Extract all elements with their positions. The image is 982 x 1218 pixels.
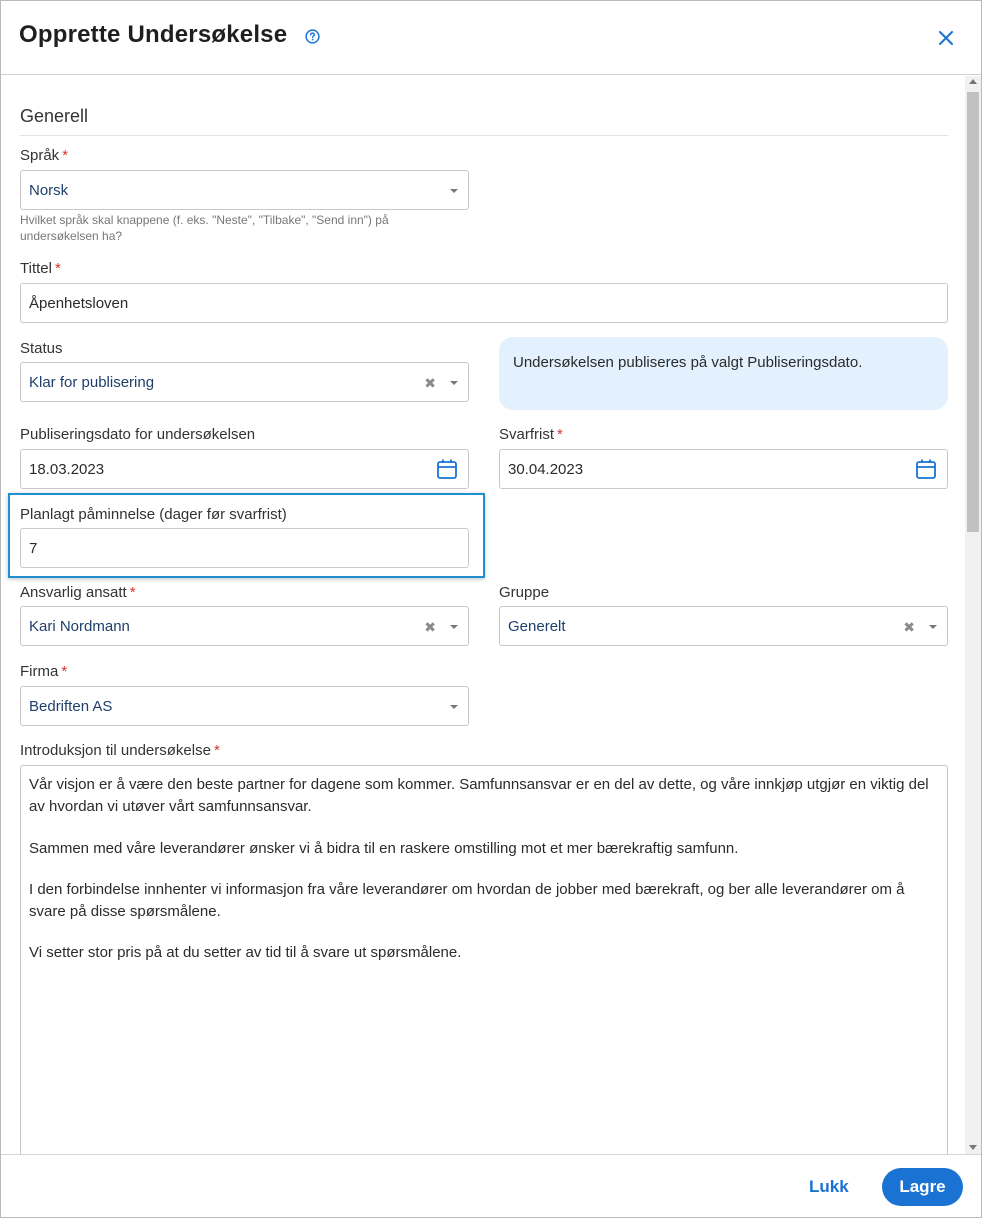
reminder-value: 7 xyxy=(29,540,38,557)
required-marker: * xyxy=(61,663,68,680)
publish-date-label: Publiseringsdato for undersøkelsen xyxy=(20,426,256,443)
reminder-input[interactable] xyxy=(20,528,469,568)
required-marker: * xyxy=(557,426,563,443)
section-divider xyxy=(20,135,948,136)
intro-textarea[interactable] xyxy=(20,765,948,1154)
company-value: Bedriften AS xyxy=(29,698,113,715)
status-label: Status xyxy=(20,340,63,357)
close-button[interactable] xyxy=(933,25,959,51)
required-marker: * xyxy=(62,147,69,164)
title-input[interactable] xyxy=(20,283,948,323)
deadline-value: 30.04.2023 xyxy=(508,461,584,478)
title-value: Åpenhetsloven xyxy=(29,295,129,312)
calendar-icon[interactable] xyxy=(915,458,937,480)
section-title: Generell xyxy=(20,106,89,126)
scroll-down-arrow-icon[interactable] xyxy=(969,1145,977,1150)
status-select[interactable] xyxy=(20,362,469,402)
responsible-select[interactable] xyxy=(20,606,469,646)
question-circle-icon[interactable] xyxy=(305,29,320,44)
deadline-label: Svarfrist * xyxy=(499,426,563,443)
group-select[interactable] xyxy=(499,606,948,646)
dialog-title: Opprette Undersøkelse xyxy=(19,21,288,48)
scroll-up-arrow-icon[interactable] xyxy=(969,79,977,84)
status-info-box xyxy=(499,337,948,410)
save-button[interactable]: Lagre xyxy=(882,1168,963,1206)
required-marker: * xyxy=(213,742,220,759)
required-marker: * xyxy=(54,260,61,277)
status-info-text: Undersøkelsen publiseres på valgt Publiseringsdato. xyxy=(513,354,863,371)
chevron-down-icon xyxy=(450,625,458,629)
close-text-button[interactable]: Lukk xyxy=(809,1177,849,1196)
deadline-input[interactable] xyxy=(499,449,948,489)
chevron-down-icon xyxy=(929,625,937,629)
responsible-label: Ansvarlig ansatt * xyxy=(20,584,136,601)
intro-paragraph: Sammen med våre leverandører ønsker vi å bidra til en raskere omstilling mot et mer bærekraftig samfunn. xyxy=(29,840,739,857)
company-select[interactable] xyxy=(20,686,469,726)
reminder-label: Planlagt påminnelse (dager før svarfrist) xyxy=(20,506,287,523)
dialog-header xyxy=(1,1,981,75)
language-select[interactable] xyxy=(20,170,469,210)
language-value: Norsk xyxy=(29,182,69,199)
dialog-footer xyxy=(1,1154,981,1217)
publish-date-value: 18.03.2023 xyxy=(29,461,105,478)
group-label: Gruppe xyxy=(499,584,550,601)
status-value: Klar for publisering xyxy=(29,374,155,391)
group-value: Generelt xyxy=(508,618,566,635)
close-x-icon xyxy=(939,31,953,45)
publish-date-input[interactable] xyxy=(20,449,469,489)
required-marker: * xyxy=(129,584,136,601)
responsible-value: Kari Nordmann xyxy=(29,618,130,635)
intro-label: Introduksjon til undersøkelse * xyxy=(20,742,220,759)
title-label: Tittel * xyxy=(20,260,61,277)
language-hint: Hvilket språk skal knappene (f. eks. "Neste", "Tilbake", "Send inn") på undersøkelsen ha? xyxy=(20,213,389,243)
chevron-down-icon xyxy=(450,381,458,385)
dialog-body xyxy=(1,76,965,1154)
scrollbar-thumb[interactable] xyxy=(967,92,979,532)
intro-paragraph: I den forbindelse innhenter vi informasjon fra våre leverandører om hvordan de jobber med bærekraft, og ber alle leverandører om å svare på disse spørsmålene. xyxy=(29,881,905,920)
vertical-scrollbar[interactable] xyxy=(965,76,981,1154)
chevron-down-icon xyxy=(450,705,458,709)
calendar-icon[interactable] xyxy=(436,458,458,480)
clear-icon[interactable]: ✖ xyxy=(424,619,436,635)
intro-paragraph: Vi setter stor pris på at du setter av tid til å svare ut spørsmålene. xyxy=(29,944,462,961)
chevron-down-icon xyxy=(450,189,458,193)
company-label: Firma * xyxy=(20,663,68,680)
clear-icon[interactable]: ✖ xyxy=(424,375,436,391)
language-label: Språk * xyxy=(20,147,69,164)
clear-icon[interactable]: ✖ xyxy=(903,619,915,635)
intro-paragraph: Vår visjon er å være den beste partner for dagene som kommer. Samfunnsansvar er en del av dette, og våre innkjøp utgjør en viktig del av hvordan vi utøver vårt samfunnsansvar. xyxy=(29,776,929,815)
